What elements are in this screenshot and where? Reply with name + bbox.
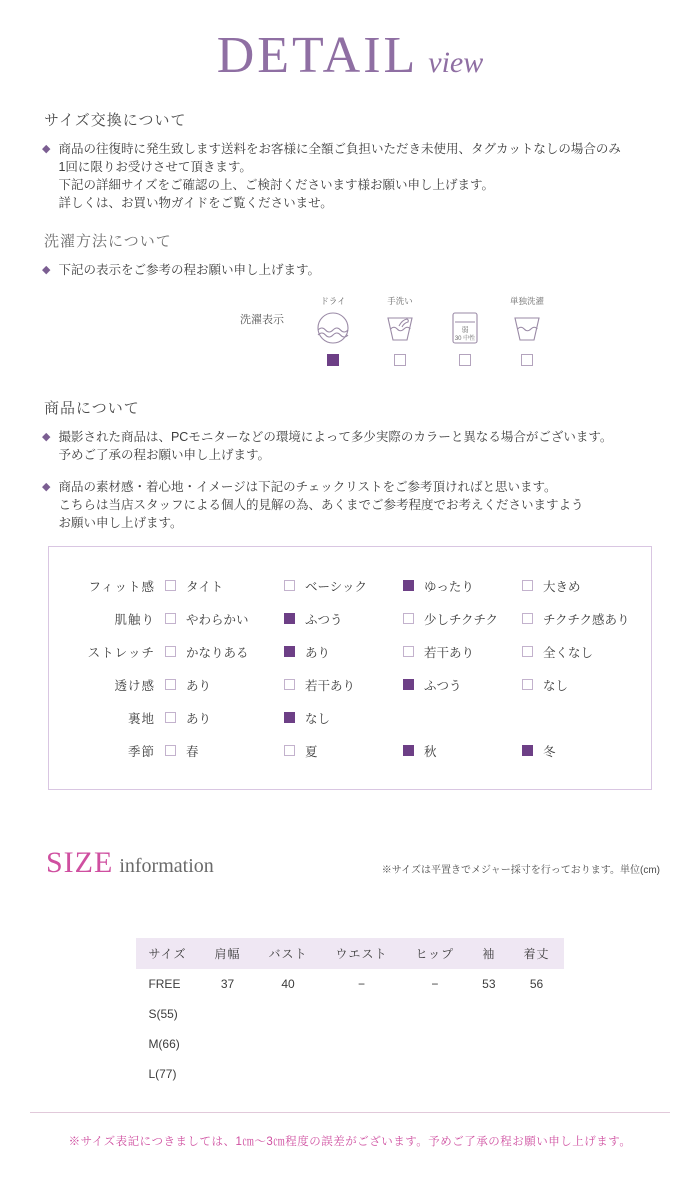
size-measure-note: ※サイズは平置きでメジャー採寸を行っております。単位(cm) — [381, 865, 660, 876]
table-row — [136, 969, 563, 999]
wash-option-dry[interactable] — [298, 295, 368, 371]
bullet-product-2 — [42, 478, 660, 532]
bullet-line: 詳しくは、お買い物ガイドをご覧くださいませ。 — [58, 196, 333, 210]
checklist-row-label: 裏地 — [127, 711, 155, 726]
hand-wash-icon — [365, 309, 435, 347]
cell — [402, 1059, 469, 1089]
checkbox[interactable] — [165, 679, 176, 690]
cell: M(66) — [148, 1037, 180, 1051]
checklist-option[interactable] — [165, 643, 284, 661]
wash-caption: 単独洗濯 — [509, 296, 544, 306]
cell: 53 — [482, 977, 496, 991]
size-title-main: SIZE — [46, 846, 114, 879]
checklist-option-label: あり — [305, 645, 331, 660]
section-title-exchange: サイズ交換について — [44, 112, 187, 129]
table-row — [136, 1059, 563, 1089]
cell — [200, 1059, 254, 1089]
checklist-option-label: ふつう — [424, 678, 462, 693]
checklist-option-label: ふつう — [305, 612, 343, 627]
table-row — [136, 999, 563, 1029]
checklist-option[interactable] — [284, 643, 403, 661]
footer-note: ※サイズ表記につきましては、1㎝〜3㎝程度の誤差がございます。予めご了承の程お願い申し上げます。 — [68, 1136, 632, 1148]
checkbox[interactable] — [284, 712, 295, 723]
checklist-row — [59, 668, 641, 701]
checkbox[interactable] — [403, 646, 414, 657]
checklist-option[interactable] — [403, 610, 522, 628]
checklist-option[interactable] — [165, 742, 284, 760]
cell: − — [358, 977, 366, 991]
checklist-option-label: タイト — [186, 579, 224, 594]
wash-caption: ドライ — [320, 296, 346, 306]
cell — [200, 1029, 254, 1059]
machine-wash-icon — [430, 309, 500, 347]
cell: 40 — [281, 977, 295, 991]
checklist-row — [59, 569, 641, 602]
wash-label: 洗濯表示 — [240, 314, 284, 326]
checklist-option[interactable] — [522, 577, 641, 595]
size-title-sub: information — [119, 855, 214, 877]
checklist-row-label: ストレッチ — [87, 645, 155, 660]
wash-option-separate[interactable] — [492, 295, 562, 371]
checklist-option[interactable] — [403, 643, 522, 661]
checklist-option[interactable] — [403, 577, 522, 595]
checklist-row-label: 透け感 — [114, 678, 155, 693]
checklist-option-label: ゆったり — [424, 579, 474, 594]
checklist-option-label: なし — [543, 678, 569, 693]
checklist-option[interactable] — [403, 742, 522, 760]
cell — [510, 999, 564, 1029]
dry-clean-icon — [298, 309, 368, 347]
checklist-option[interactable] — [522, 676, 641, 694]
checkbox[interactable] — [403, 613, 414, 624]
checklist-option-label: やわらかい — [186, 612, 249, 627]
cell — [402, 999, 469, 1029]
bullet-product-1 — [42, 428, 660, 464]
bullet-line: 下記の表示をご参考の程お願い申し上げます。 — [58, 263, 320, 277]
checkbox[interactable] — [165, 580, 176, 591]
checklist-option[interactable] — [284, 577, 403, 595]
size-table-wrapper — [0, 938, 700, 1089]
wash-caption: 手洗い — [387, 296, 413, 306]
checkbox[interactable] — [522, 646, 533, 657]
page-title-view: view — [428, 46, 484, 79]
checkbox[interactable] — [284, 613, 295, 624]
checklist-option-label: あり — [186, 678, 212, 693]
size-title — [46, 846, 214, 880]
checklist-row — [59, 701, 641, 734]
wash-option-machine[interactable] — [430, 295, 500, 371]
section-wash — [40, 230, 660, 379]
cell: S(55) — [148, 1007, 178, 1021]
checklist-option-label: 若干あり — [305, 678, 356, 693]
checklist-option-label: あり — [186, 711, 212, 726]
checklist-row — [59, 635, 641, 668]
diamond-icon: ◆ — [42, 264, 51, 276]
checklist-row-label: 季節 — [127, 744, 155, 759]
checklist-option-label: 夏 — [305, 744, 318, 759]
bullet-line: お願い申し上げます。 — [58, 516, 183, 530]
checklist-option-label: ベーシック — [305, 579, 368, 594]
bullet-line: こちらは当店スタッフによる個人的見解の為、あくまでご参考程度でお考えくださいますよう — [58, 498, 584, 512]
bullet-wash-1 — [42, 261, 660, 279]
section-title-product: 商品について — [44, 400, 140, 417]
cell — [510, 1029, 564, 1059]
wash-checkbox[interactable] — [521, 354, 533, 366]
column-header: サイズ — [136, 938, 200, 969]
checklist-option-label: 冬 — [543, 744, 556, 759]
checklist-row — [59, 602, 641, 635]
checklist-option[interactable] — [522, 742, 641, 760]
bullet-line: 1回に限りお受けさせて頂きます。 — [58, 160, 252, 174]
cell — [255, 1029, 322, 1059]
bullet-line: 商品の往復時に発生致します送料をお客様に全額ご負担いただき未使用、タグカットなしの場合のみ — [58, 142, 621, 156]
checkbox[interactable] — [284, 679, 295, 690]
diamond-icon: ◆ — [42, 143, 51, 155]
checkbox[interactable] — [522, 745, 533, 756]
checkbox[interactable] — [403, 679, 414, 690]
table-header-row — [136, 938, 563, 969]
wash-checkbox[interactable] — [327, 354, 339, 366]
cell — [468, 999, 509, 1029]
diamond-icon: ◆ — [42, 481, 51, 493]
checklist-option[interactable] — [284, 742, 403, 760]
checklist-option-label: チクチク感あり — [543, 612, 630, 627]
bullet-line: 商品の素材感・着心地・イメージは下記のチェックリストをご参考頂ければと思います。 — [58, 480, 557, 494]
checkbox[interactable] — [522, 613, 533, 624]
column-header: 肩幅 — [200, 938, 254, 969]
checklist-option-label: かなりある — [186, 645, 249, 660]
size-table — [136, 938, 563, 1089]
checklist-option-label: 大きめ — [543, 579, 581, 594]
wash-caption — [430, 295, 500, 306]
wash-checkbox[interactable] — [394, 354, 406, 366]
checklist-option[interactable] — [284, 709, 403, 727]
page-content — [0, 109, 700, 790]
svg-text:弱: 弱 — [461, 327, 469, 334]
column-header: ウエスト — [322, 938, 402, 969]
cell: 56 — [529, 977, 544, 991]
cell — [322, 999, 402, 1029]
wash-checkbox[interactable] — [459, 354, 471, 366]
section-title-wash: 洗濯方法について — [44, 233, 172, 250]
checkbox[interactable] — [284, 580, 295, 591]
checkbox[interactable] — [165, 712, 176, 723]
section-product — [40, 397, 660, 532]
cell — [322, 1029, 402, 1059]
cell — [200, 999, 254, 1029]
bullet-line: 下記の詳細サイズをご確認の上、ご検討くださいます様お願い申し上げます。 — [58, 178, 494, 192]
checkbox[interactable] — [284, 745, 295, 756]
separate-wash-icon — [492, 309, 562, 347]
checkbox[interactable] — [522, 580, 533, 591]
column-header: バスト — [255, 938, 322, 969]
checklist-option[interactable] — [165, 676, 284, 694]
checkbox[interactable] — [165, 745, 176, 756]
checkbox[interactable] — [165, 613, 176, 624]
cell — [255, 999, 322, 1029]
product-checklist — [48, 546, 652, 790]
cell — [468, 1029, 509, 1059]
checkbox[interactable] — [284, 646, 295, 657]
bullet-line: 予めご了承の程お願い申し上げます。 — [58, 448, 270, 462]
bullet-line: 撮影された商品は、PCモニターなどの環境によって多少実際のカラーと異なる場合がございます。 — [58, 430, 613, 444]
checklist-option[interactable] — [165, 709, 284, 727]
svg-text:30 中性: 30 中性 — [454, 336, 476, 342]
page-title-detail: DETAIL — [216, 27, 419, 84]
checklist-option[interactable] — [284, 610, 403, 628]
cell — [510, 1059, 564, 1089]
column-header: 袖 — [468, 938, 509, 969]
cell: − — [431, 977, 439, 991]
cell — [468, 1059, 509, 1089]
checkbox[interactable] — [522, 679, 533, 690]
checklist-option-label: 若干あり — [424, 645, 475, 660]
checklist-option[interactable] — [522, 643, 641, 661]
checklist-option[interactable] — [165, 610, 284, 628]
page-header — [0, 0, 700, 91]
checklist-option[interactable] — [522, 610, 641, 628]
column-header: ヒップ — [402, 938, 469, 969]
cell: L(77) — [148, 1067, 177, 1081]
wash-icon-group — [40, 289, 660, 379]
checkbox[interactable] — [403, 745, 414, 756]
checklist-option[interactable] — [403, 676, 522, 694]
checklist-option-label: 全くなし — [543, 645, 594, 660]
checklist-option-label: 秋 — [424, 744, 437, 759]
size-section-header — [46, 846, 660, 880]
checklist-option[interactable] — [165, 577, 284, 595]
checklist-option[interactable] — [284, 676, 403, 694]
table-row — [136, 1029, 563, 1059]
cell — [322, 1059, 402, 1089]
cell — [255, 1059, 322, 1089]
footer-divider — [30, 1112, 670, 1113]
checklist-option-label: 少しチクチク — [424, 612, 499, 627]
cell: FREE — [148, 977, 181, 991]
checkbox[interactable] — [165, 646, 176, 657]
checklist-option-label: なし — [305, 711, 331, 726]
diamond-icon: ◆ — [42, 431, 51, 443]
checkbox[interactable] — [403, 580, 414, 591]
cell — [402, 1029, 469, 1059]
checklist-row-label: 肌触り — [114, 612, 155, 627]
cell: 37 — [220, 977, 235, 991]
checklist-row — [59, 734, 641, 767]
section-exchange — [40, 109, 660, 212]
column-header: 着丈 — [510, 938, 564, 969]
bullet-exchange-1 — [42, 140, 660, 212]
wash-option-hand[interactable] — [365, 295, 435, 371]
checklist-option-label: 春 — [186, 744, 199, 759]
checklist-row-label: フィット感 — [88, 579, 155, 594]
